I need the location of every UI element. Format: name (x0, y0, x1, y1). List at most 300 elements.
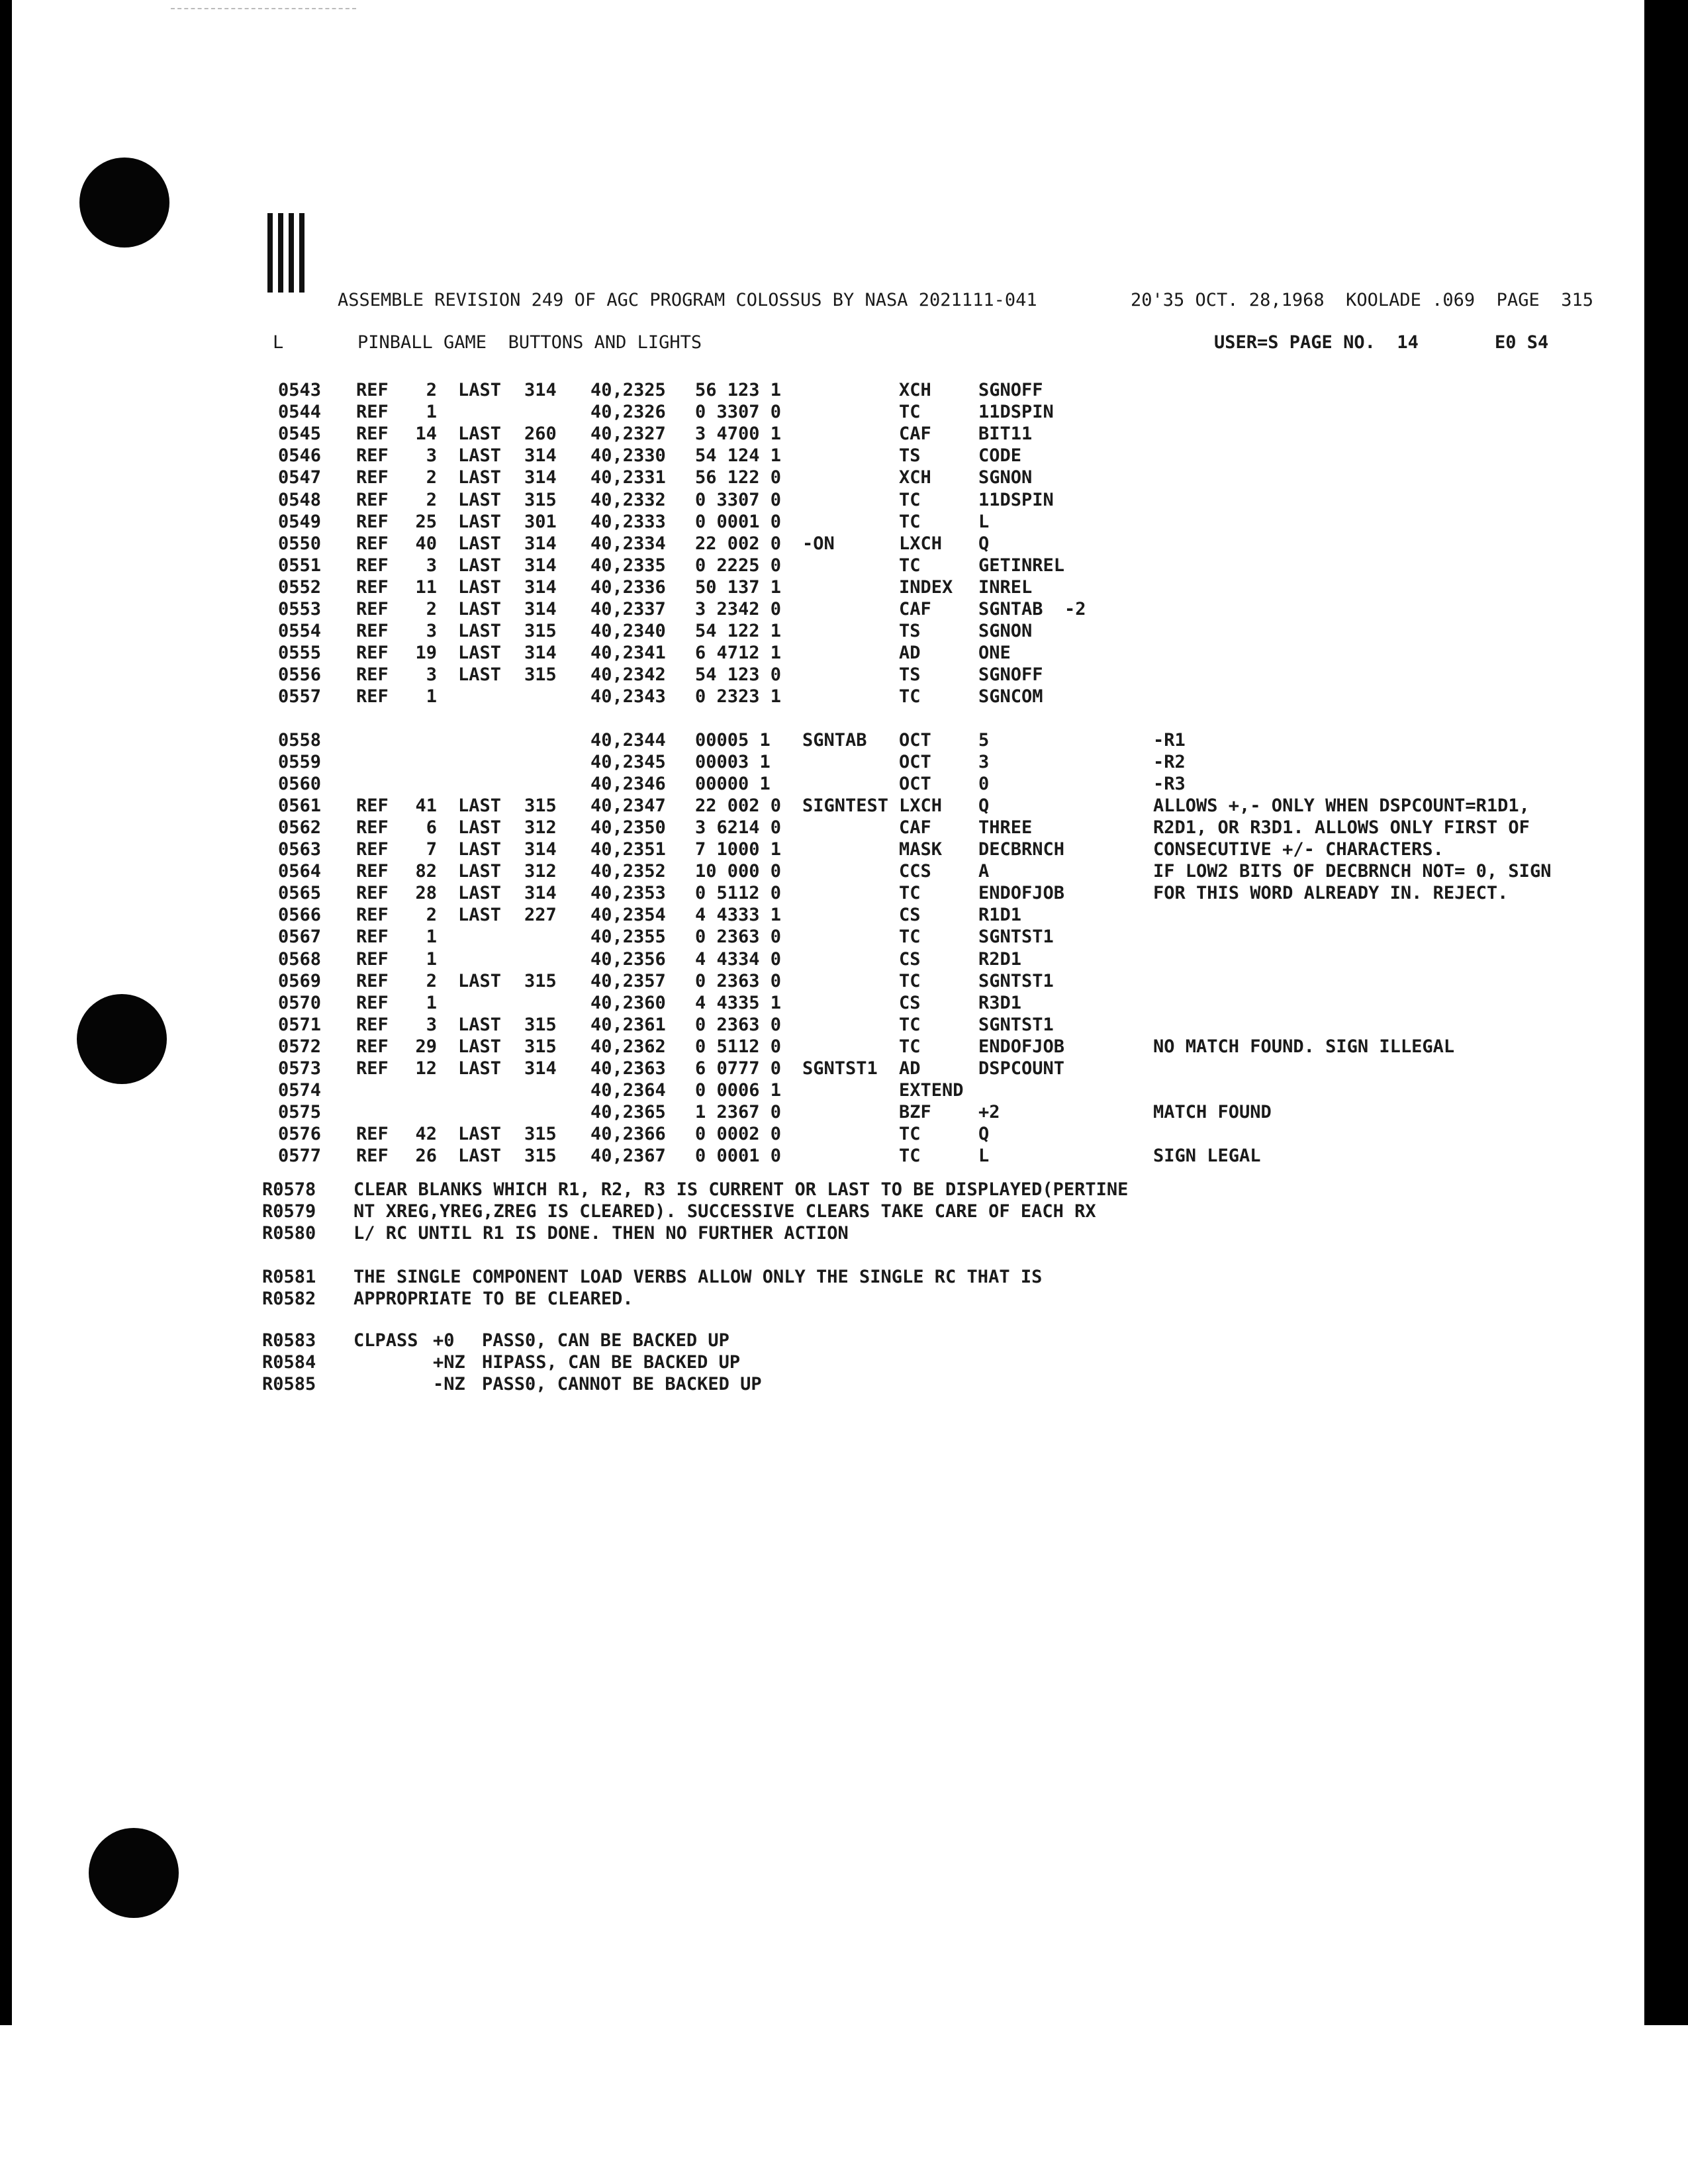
opcode: TC (899, 1014, 921, 1035)
last-page: 315 (524, 621, 557, 642)
ref-count: 29 (415, 1036, 437, 1057)
octal-word: 0 0001 0 (695, 511, 782, 532)
address: 40,2346 (590, 773, 666, 794)
opcode: TC (899, 686, 921, 707)
listing-row (0, 445, 1688, 467)
ref-label: REF (356, 445, 389, 467)
operand: ENDOFJOB (978, 883, 1065, 904)
ref-count: 3 (426, 1014, 437, 1035)
listing-row (0, 927, 1688, 948)
last-page: 314 (524, 883, 557, 904)
address: 40,2364 (590, 1080, 666, 1101)
comment: -R1 (1153, 729, 1186, 751)
listing-row (0, 664, 1688, 686)
ref-label: REF (356, 970, 389, 991)
last-page: 314 (524, 533, 557, 554)
last-page: 314 (524, 555, 557, 576)
ref-label: REF (356, 424, 389, 445)
address: 40,2343 (590, 686, 666, 707)
comment: IF LOW2 BITS OF DECBRNCH NOT= 0, SIGN (1153, 861, 1552, 882)
listing-row (0, 1146, 1688, 1167)
punch-hole-bottom (89, 1828, 179, 1918)
ref-label: REF (356, 883, 389, 904)
ref-label: REF (356, 992, 389, 1013)
address: 40,2366 (590, 1124, 666, 1145)
opcode: TC (899, 883, 921, 904)
octal-word: 0 2323 1 (695, 686, 782, 707)
line-number: 0552 (278, 576, 322, 598)
last-label: LAST (458, 555, 502, 576)
listing-row (0, 839, 1688, 860)
listing-row (0, 905, 1688, 926)
operand: 3 (978, 751, 990, 772)
listing-row (0, 402, 1688, 423)
line-number: 0548 (278, 489, 322, 510)
ref-label: REF (356, 795, 389, 816)
ref-label: REF (356, 511, 389, 532)
listing-row (0, 599, 1688, 620)
octal-word: 00003 1 (695, 751, 771, 772)
listing-row (0, 1080, 1688, 1101)
comment: -R3 (1153, 773, 1186, 794)
last-page: 314 (524, 576, 557, 598)
ref-count: 19 (415, 643, 437, 664)
header-date-page: 20'35 OCT. 28,1968 KOOLADE .069 PAGE 315 (1131, 290, 1593, 310)
address: 40,2353 (590, 883, 666, 904)
last-label: LAST (458, 839, 502, 860)
ref-count: 14 (415, 424, 437, 445)
listing-row (0, 577, 1688, 598)
ref-label: REF (356, 467, 389, 488)
operand: CODE (978, 445, 1022, 467)
comment: FOR THIS WORD ALREADY IN. REJECT. (1153, 883, 1509, 904)
last-page: 315 (524, 489, 557, 510)
octal-word: 3 4700 1 (695, 424, 782, 445)
address: 40,2365 (590, 1102, 666, 1123)
last-label: LAST (458, 795, 502, 816)
last-page: 315 (524, 970, 557, 991)
listing-row (0, 380, 1688, 401)
operand: A (978, 861, 990, 882)
operand: GETINREL (978, 555, 1065, 576)
ref-label: REF (356, 599, 389, 619)
symbol-label: -ON (802, 533, 835, 554)
line-number: 0560 (278, 773, 322, 794)
listing-row (0, 949, 1688, 970)
octal-word: 54 122 1 (695, 621, 782, 642)
address: 40,2331 (590, 467, 666, 488)
ref-count: 2 (426, 599, 437, 619)
printer-mark (289, 213, 294, 293)
line-number: 0551 (278, 555, 322, 576)
ref-count: 3 (426, 664, 437, 686)
last-label: LAST (458, 817, 502, 838)
comment: -R2 (1153, 751, 1186, 772)
ref-count: 1 (426, 402, 437, 423)
opcode: TC (899, 489, 921, 510)
octal-word: 10 000 0 (695, 861, 782, 882)
opcode: OCT (899, 751, 931, 772)
line-number: 0558 (278, 729, 322, 751)
ref-label: REF (356, 555, 389, 576)
clpass-text: PASS0, CANNOT BE BACKED UP (482, 1374, 762, 1394)
listing-row (0, 424, 1688, 445)
line-number: 0573 (278, 1058, 322, 1079)
last-page: 315 (524, 664, 557, 686)
address: 40,2332 (590, 489, 666, 510)
operand: L (978, 1146, 990, 1167)
listing-row (0, 467, 1688, 488)
address: 40,2347 (590, 795, 666, 816)
address: 40,2344 (590, 729, 666, 751)
line-number: 0562 (278, 817, 322, 838)
octal-word: 54 123 0 (695, 664, 782, 686)
listing-row (0, 971, 1688, 992)
listing-row (0, 555, 1688, 576)
octal-word: 1 2367 0 (695, 1102, 782, 1123)
listing-row (0, 993, 1688, 1014)
ref-label: REF (356, 861, 389, 882)
last-label: LAST (458, 1058, 502, 1079)
octal-word: 4 4335 1 (695, 992, 782, 1013)
last-page: 315 (524, 1036, 557, 1057)
last-label: LAST (458, 970, 502, 991)
ref-count: 3 (426, 555, 437, 576)
operand: Q (978, 533, 990, 554)
operand: SGNOFF (978, 664, 1043, 686)
listing-row (0, 1124, 1688, 1145)
ref-count: 2 (426, 905, 437, 926)
address: 40,2367 (590, 1146, 666, 1167)
ref-label: REF (356, 380, 389, 400)
printer-mark (299, 213, 305, 293)
ref-label: REF (356, 948, 389, 970)
operand: Q (978, 795, 990, 816)
octal-word: 00005 1 (695, 729, 771, 751)
operand: SGNON (978, 621, 1033, 642)
octal-word: 0 5112 0 (695, 883, 782, 904)
ref-count: 2 (426, 467, 437, 488)
octal-word: 0 2363 0 (695, 970, 782, 991)
operand: SGNTST1 (978, 970, 1054, 991)
octal-word: 56 123 1 (695, 380, 782, 400)
comment: R2D1, OR R3D1. ALLOWS ONLY FIRST OF (1153, 817, 1530, 838)
last-page: 315 (524, 1124, 557, 1145)
listing-row (0, 490, 1688, 511)
last-label: LAST (458, 1146, 502, 1167)
address: 40,2350 (590, 817, 666, 838)
ref-label: REF (356, 1014, 389, 1035)
last-page: 314 (524, 467, 557, 488)
clpass-text: PASS0, CAN BE BACKED UP (482, 1330, 729, 1351)
section-title: PINBALL GAME BUTTONS AND LIGHTS (357, 332, 702, 353)
ref-count: 2 (426, 970, 437, 991)
opcode: TC (899, 555, 921, 576)
opcode: TS (899, 445, 921, 467)
opcode: TC (899, 402, 921, 423)
ref-label: REF (356, 1036, 389, 1057)
last-label: LAST (458, 861, 502, 882)
address: 40,2357 (590, 970, 666, 991)
opcode: CAF (899, 424, 931, 445)
line-number: 0575 (278, 1102, 322, 1123)
ref-count: 1 (426, 927, 437, 948)
remark-number: R0581 (262, 1267, 316, 1287)
last-label: LAST (458, 1036, 502, 1057)
octal-word: 6 4712 1 (695, 643, 782, 664)
address: 40,2351 (590, 839, 666, 860)
operand: +2 (978, 1102, 1000, 1123)
listing-row (0, 686, 1688, 707)
opcode: XCH (899, 380, 931, 400)
comment: MATCH FOUND (1153, 1102, 1272, 1123)
line-number: 0570 (278, 992, 322, 1013)
opcode: TC (899, 927, 921, 948)
line-number: 0554 (278, 621, 322, 642)
listing-row (0, 1058, 1688, 1079)
octal-word: 0 2225 0 (695, 555, 782, 576)
scan-artifact-line (171, 8, 356, 9)
last-label: LAST (458, 643, 502, 664)
ref-label: REF (356, 489, 389, 510)
last-label: LAST (458, 664, 502, 686)
header-assembly-line: ASSEMBLE REVISION 249 OF AGC PROGRAM COLOSSUS BY NASA 2021111-041 (338, 290, 1037, 310)
ref-count: 42 (415, 1124, 437, 1145)
opcode: TC (899, 1124, 921, 1145)
ref-label: REF (356, 1146, 389, 1167)
line-number: 0561 (278, 795, 322, 816)
opcode: MASK (899, 839, 943, 860)
line-number: 0550 (278, 533, 322, 554)
remark-text: CLEAR BLANKS WHICH R1, R2, R3 IS CURRENT OR LAST TO BE DISPLAYED(PERTINE (353, 1179, 1129, 1200)
octal-word: 3 6214 0 (695, 817, 782, 838)
line-number: 0571 (278, 1014, 322, 1035)
last-label: LAST (458, 511, 502, 532)
octal-word: 3 2342 0 (695, 599, 782, 619)
remark-text: THE SINGLE COMPONENT LOAD VERBS ALLOW ONLY THE SINGLE RC THAT IS (353, 1267, 1043, 1287)
listing-row (0, 621, 1688, 642)
symbol-label: SGNTAB (802, 729, 867, 751)
clpass-text: HIPASS, CAN BE BACKED UP (482, 1352, 741, 1373)
octal-word: 00000 1 (695, 773, 771, 794)
opcode: TC (899, 1146, 921, 1167)
last-label: LAST (458, 380, 502, 400)
ref-label: REF (356, 621, 389, 642)
ref-label: REF (356, 905, 389, 926)
remark-text: L/ RC UNTIL R1 IS DONE. THEN NO FURTHER ACTION (353, 1223, 849, 1244)
address: 40,2362 (590, 1036, 666, 1057)
listing-row (0, 796, 1688, 817)
last-page: 314 (524, 380, 557, 400)
last-page: 315 (524, 1014, 557, 1035)
last-page: 314 (524, 599, 557, 619)
address: 40,2326 (590, 402, 666, 423)
ref-label: REF (356, 576, 389, 598)
octal-word: 0 0002 0 (695, 1124, 782, 1145)
line-number: 0567 (278, 927, 322, 948)
remark-text: APPROPRIATE TO BE CLEARED. (353, 1289, 633, 1309)
line-number: 0555 (278, 643, 322, 664)
address: 40,2356 (590, 948, 666, 970)
opcode: OCT (899, 729, 931, 751)
listing-row (0, 1036, 1688, 1058)
line-number: 0576 (278, 1124, 322, 1145)
ref-count: 1 (426, 948, 437, 970)
last-page: 312 (524, 861, 557, 882)
octal-word: 0 2363 0 (695, 1014, 782, 1035)
last-page: 301 (524, 511, 557, 532)
address: 40,2341 (590, 643, 666, 664)
comment: ALLOWS +,- ONLY WHEN DSPCOUNT=R1D1, (1153, 795, 1530, 816)
line-number: 0565 (278, 883, 322, 904)
last-label: LAST (458, 576, 502, 598)
octal-word: 22 002 0 (695, 795, 782, 816)
address: 40,2337 (590, 599, 666, 619)
ref-count: 6 (426, 817, 437, 838)
listing-row (0, 883, 1688, 904)
last-page: 314 (524, 839, 557, 860)
opcode: LXCH (899, 533, 943, 554)
ref-count: 11 (415, 576, 437, 598)
opcode: CS (899, 948, 921, 970)
operand: DECBRNCH (978, 839, 1065, 860)
ref-count: 28 (415, 883, 437, 904)
last-label: LAST (458, 533, 502, 554)
opcode: CS (899, 992, 921, 1013)
last-label: LAST (458, 621, 502, 642)
line-number: 0569 (278, 970, 322, 991)
operand: ONE (978, 643, 1011, 664)
line-number: 0553 (278, 599, 322, 619)
last-label: LAST (458, 467, 502, 488)
operand: BIT11 (978, 424, 1033, 445)
operand: SGNTST1 (978, 1014, 1054, 1035)
ref-count: 3 (426, 445, 437, 467)
line-number: 0557 (278, 686, 322, 707)
operand: INREL (978, 576, 1033, 598)
ref-count: 2 (426, 380, 437, 400)
operand: 0 (978, 773, 990, 794)
ref-count: 40 (415, 533, 437, 554)
operand: SGNOFF (978, 380, 1043, 400)
octal-word: 6 0777 0 (695, 1058, 782, 1079)
opcode: CCS (899, 861, 931, 882)
ref-count: 41 (415, 795, 437, 816)
address: 40,2360 (590, 992, 666, 1013)
comment: CONSECUTIVE +/- CHARACTERS. (1153, 839, 1444, 860)
section-letter: L (273, 332, 284, 353)
opcode: CS (899, 905, 921, 926)
last-page: 314 (524, 1058, 557, 1079)
address: 40,2363 (590, 1058, 666, 1079)
operand: 11DSPIN (978, 489, 1054, 510)
operand: R3D1 (978, 992, 1022, 1013)
octal-word: 50 137 1 (695, 576, 782, 598)
listing-row (0, 1102, 1688, 1123)
ref-count: 7 (426, 839, 437, 860)
opcode: AD (899, 643, 921, 664)
address: 40,2334 (590, 533, 666, 554)
opcode: CAF (899, 817, 931, 838)
octal-word: 4 4333 1 (695, 905, 782, 926)
opcode: TS (899, 664, 921, 686)
opcode: OCT (899, 773, 931, 794)
line-number: 0543 (278, 380, 322, 400)
line-number: 0566 (278, 905, 322, 926)
line-number: 0556 (278, 664, 322, 686)
opcode: TC (899, 511, 921, 532)
line-number: 0568 (278, 948, 322, 970)
ref-label: REF (356, 1058, 389, 1079)
octal-word: 7 1000 1 (695, 839, 782, 860)
opcode: XCH (899, 467, 931, 488)
last-label: LAST (458, 905, 502, 926)
remark-number: R0579 (262, 1201, 316, 1222)
remark-number: R0578 (262, 1179, 316, 1200)
operand: SGNTST1 (978, 927, 1054, 948)
address: 40,2336 (590, 576, 666, 598)
line-number: 0547 (278, 467, 322, 488)
ref-label: REF (356, 927, 389, 948)
ref-count: 1 (426, 992, 437, 1013)
remark-number: R0584 (262, 1352, 316, 1373)
line-number: 0545 (278, 424, 322, 445)
last-page: 227 (524, 905, 557, 926)
last-label: LAST (458, 599, 502, 619)
opcode: EXTEND (899, 1080, 964, 1101)
comment: NO MATCH FOUND. SIGN ILLEGAL (1153, 1036, 1455, 1057)
address: 40,2342 (590, 664, 666, 686)
listing-row (0, 730, 1688, 751)
last-label: LAST (458, 424, 502, 445)
ref-count: 26 (415, 1146, 437, 1167)
listing-row (0, 643, 1688, 664)
remark-number: R0585 (262, 1374, 316, 1394)
last-page: 315 (524, 795, 557, 816)
operand: SGNON (978, 467, 1033, 488)
operand: DSPCOUNT (978, 1058, 1065, 1079)
octal-word: 0 3307 0 (695, 402, 782, 423)
line-number: 0572 (278, 1036, 322, 1057)
octal-word: 0 3307 0 (695, 489, 782, 510)
listing-row (0, 752, 1688, 773)
last-page: 315 (524, 1146, 557, 1167)
operand: 11DSPIN (978, 402, 1054, 423)
opcode: AD (899, 1058, 921, 1079)
operand: 5 (978, 729, 990, 751)
line-number: 0563 (278, 839, 322, 860)
printer-mark (267, 213, 273, 293)
ref-label: REF (356, 533, 389, 554)
ref-label: REF (356, 817, 389, 838)
address: 40,2335 (590, 555, 666, 576)
clpass-label: CLPASS (353, 1330, 418, 1351)
symbol-label: SIGNTEST (802, 795, 889, 816)
line-number: 0564 (278, 861, 322, 882)
line-number: 0546 (278, 445, 322, 467)
address: 40,2333 (590, 511, 666, 532)
opcode: INDEX (899, 576, 953, 598)
octal-word: 0 0006 1 (695, 1080, 782, 1101)
clpass-op: +NZ (433, 1352, 465, 1373)
octal-word: 54 124 1 (695, 445, 782, 467)
listing-row (0, 512, 1688, 533)
ref-count: 12 (415, 1058, 437, 1079)
address: 40,2354 (590, 905, 666, 926)
line-number: 0559 (278, 751, 322, 772)
remark-number: R0583 (262, 1330, 316, 1351)
last-label: LAST (458, 883, 502, 904)
